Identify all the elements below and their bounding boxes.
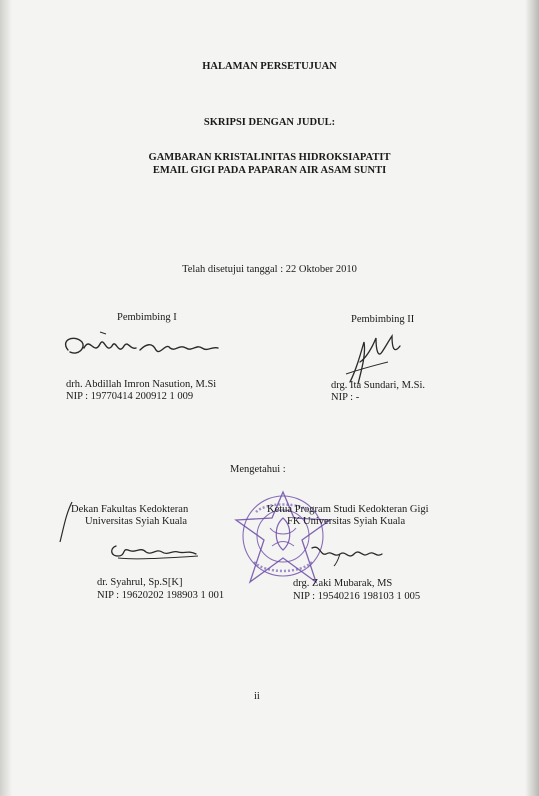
page-number: ii	[254, 691, 260, 702]
acknowledged-label: Mengetahui :	[230, 464, 286, 475]
dean-title-mark	[58, 500, 74, 544]
page-title: HALAMAN PERSETUJUAN	[202, 61, 337, 72]
thesis-title-line1: GAMBARAN KRISTALINITAS HIDROKSIAPATIT	[148, 152, 391, 163]
dean-signature	[106, 538, 206, 564]
supervisor1-label: Pembimbing I	[117, 312, 177, 323]
subtitle: SKRIPSI DENGAN JUDUL:	[203, 117, 336, 128]
program-head-name: drg. Zaki Mubarak, MS	[293, 578, 393, 589]
supervisor1-name: drh. Abdillah Imron Nasution, M.Si	[66, 379, 217, 390]
supervisor2-label: Pembimbing II	[351, 314, 415, 325]
program-head-title-line2: FK Universitas Syiah Kuala	[287, 516, 406, 527]
supervisor1-nip: NIP : 19770414 200912 1 009	[66, 391, 194, 402]
supervisor1-signature	[60, 326, 230, 366]
dean-title-line1: Dekan Fakultas Kedokteran	[71, 504, 189, 515]
program-head-signature	[306, 540, 386, 566]
approval-date: Telah disetujui tanggal : 22 Oktober 2010	[182, 264, 357, 275]
thesis-title-line2: EMAIL GIGI PADA PAPARAN AIR ASAM SUNTI	[152, 165, 387, 176]
dean-nip: NIP : 19620202 198903 1 001	[97, 590, 225, 601]
supervisor2-name: drg. Ita Sundari, M.Si.	[331, 380, 426, 391]
program-head-nip: NIP : 19540216 198103 1 005	[293, 591, 421, 602]
dean-title-line2: Universitas Syiah Kuala	[85, 516, 188, 527]
dean-name: dr. Syahrul, Sp.S[K]	[97, 577, 183, 588]
program-head-title-line1: Ketua Program Studi Kedokteran Gigi	[267, 504, 429, 515]
supervisor2-nip: NIP : -	[331, 392, 360, 403]
